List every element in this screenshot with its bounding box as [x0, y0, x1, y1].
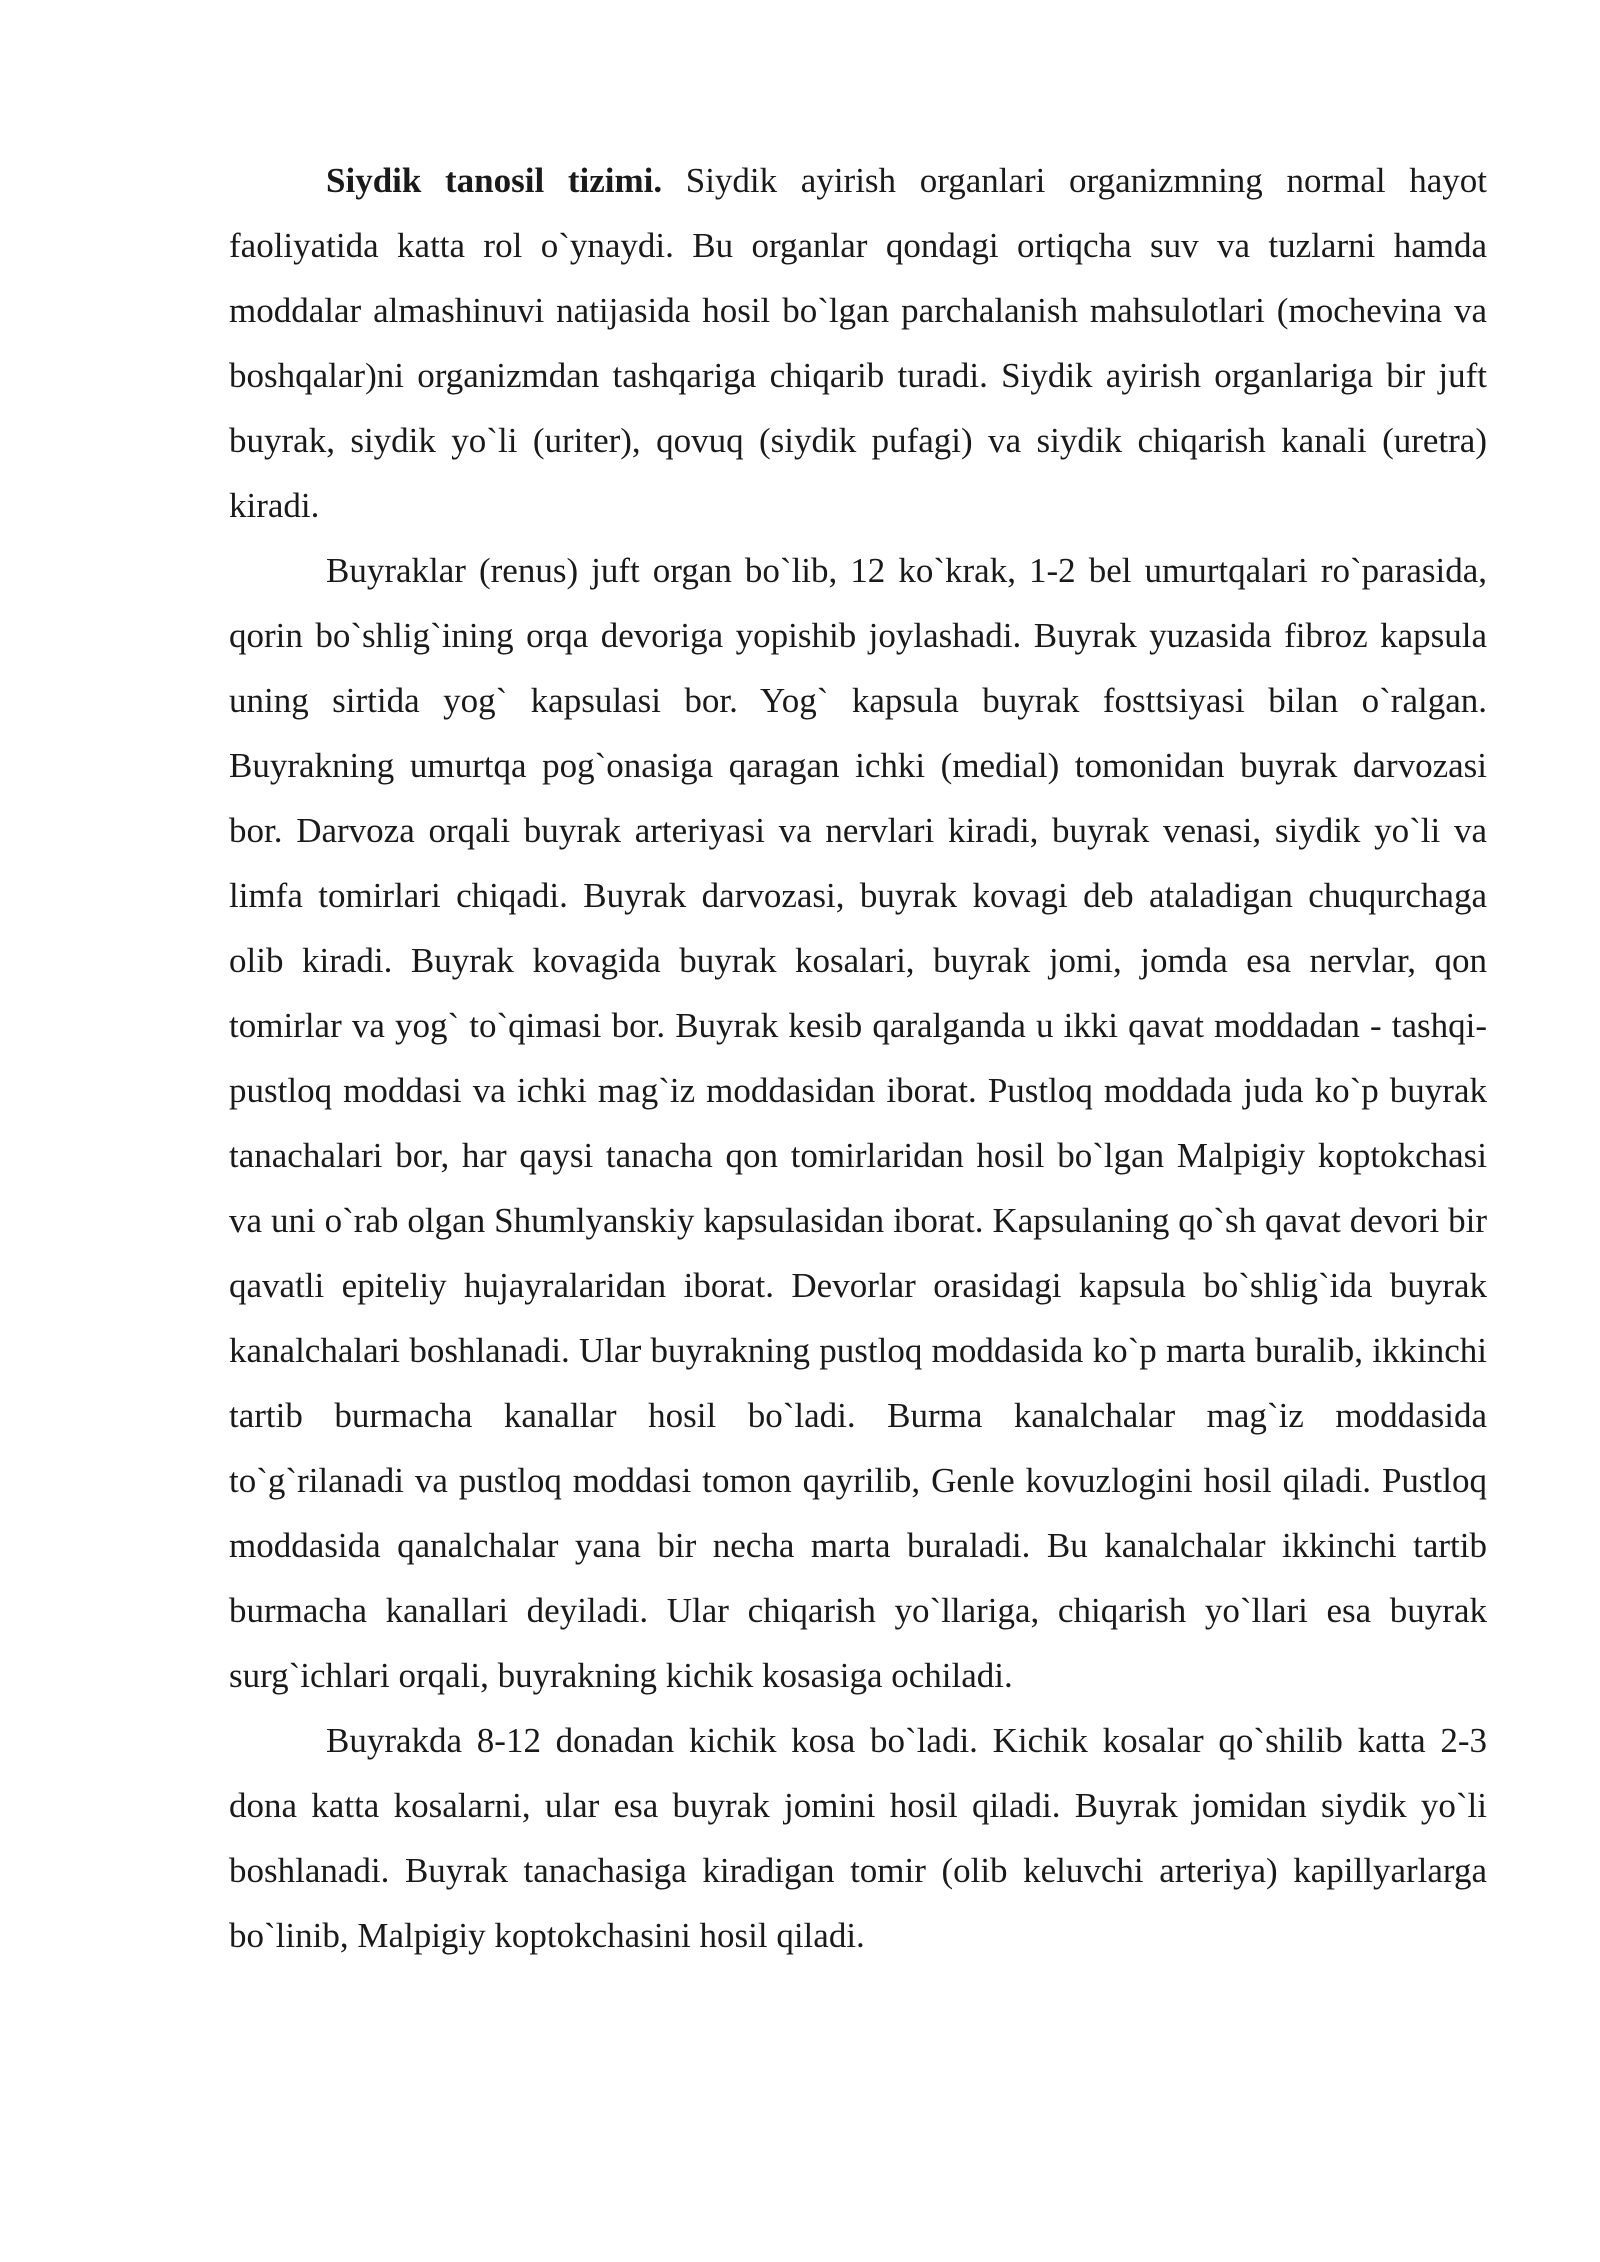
paragraph-text: Buyraklar (renus) juft organ bo`lib, 12 ko`krak, 1-2 bel umurtqalari ro`parasida, qorin bo`shlig`ining orqa devoriga yopishib joylashadi. Buyrak yuzasida fibroz kapsula uning sirtida yog` kapsulasi bor. Yog` kapsula buyrak fosttsiyasi bilan o`ralgan. Buyrakning umurtqa pog`onasiga qaragan ichki (medial) tomonidan buyrak darvozasi bor. Darvoza orqali buyrak arteriyasi va nervlari kiradi, buyrak venasi, siydik yo`li va limfa tomirlari chiqadi. Buyrak darvozasi, buyrak kovagi deb ataladigan chuqurchaga olib kiradi. Buyrak kovagida buyrak kosalari, buyrak jomi, jomda esa nervlar, qon tomirlar va yog` to`qimasi bor. Buyrak kesib qaralganda u ikki qavat moddadan - tashqi-pustloq moddasi va ichki mag`iz moddasidan iborat. Pustloq moddada juda ko`p buyrak tanachalari bor, har qaysi tanacha qon tomirlaridan hosil bo`lgan Malpigiy koptokchasi va uni o`rab olgan Shumlyanskiy kapsulasidan iborat. Kapsulaning qo`sh qavat devori bir qavatli epiteliy hujayralaridan iborat. Devorlar orasidagi kapsula bo`shlig`ida buyrak kanalchalari boshlanadi. Ular buyrakning pustloq moddasida ko`p marta buralib, ikkinchi tartib burmacha kanallar hosil bo`ladi. Burma kanalchalar mag`iz moddasida to`g`rilanadi va pustloq moddasi tomon qayrilib, Genle kovuzlogini hosil qiladi. Pustloq moddasida qanalchalar yana bir necha marta buraladi. Bu kanalchalar ikkinchi tartib burmacha kanallari deyiladi. Ular chiqarish yo`llariga, chiqarish yo`llari esa buyrak surg`ichlari orqali, buyrakning kichik kosasiga ochiladi.: [229, 551, 1487, 1695]
paragraph-text: Siydik ayirish organlari organizmning normal hayot faoliyatida katta rol o`ynaydi. Bu organlar qondagi ortiqcha suv va tuzlarni hamda moddalar almashinuvi natijasida hosil bo`lgan parchalanish mahsulotlari (mochevina va boshqalar)ni organizmdan tashqariga chiqarib turadi. Siydik ayirish organlariga bir juft buyrak, siydik yo`li (uriter), qovuq (siydik pufagi) va siydik chiqarish kanali (uretra) kiradi.: [229, 161, 1487, 525]
paragraph-kidneys: [229, 538, 1487, 1708]
document-page: [229, 148, 1487, 1968]
paragraph-urinary-system: [229, 148, 1487, 538]
section-heading: Siydik tanosil tizimi.: [326, 161, 663, 200]
paragraph-text: Buyrakda 8-12 donadan kichik kosa bo`ladi. Kichik kosalar qo`shilib katta 2-3 dona katta kosalarni, ular esa buyrak jomini hosil qiladi. Buyrak jomidan siydik yo`li boshlanadi. Buyrak tanachasiga kiradigan tomir (olib keluvchi arteriya) kapillyarlarga bo`linib, Malpigiy koptokchasini hosil qiladi.: [229, 1721, 1487, 1955]
paragraph-calyces: [229, 1708, 1487, 1968]
